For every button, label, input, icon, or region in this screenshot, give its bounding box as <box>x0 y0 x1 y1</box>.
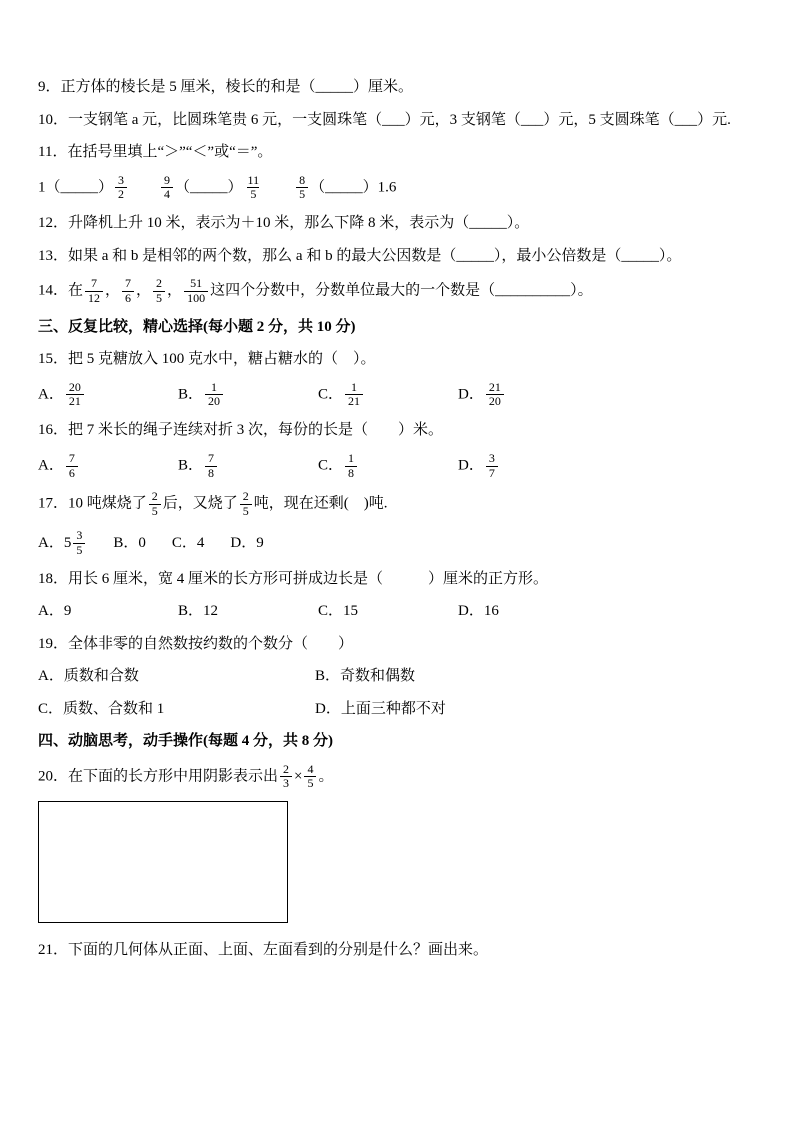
option: D．16 <box>458 603 499 620</box>
fraction: $\frac{2}{5}$ <box>149 490 161 519</box>
fraction: $\frac{7}{6}$ <box>122 277 134 306</box>
question-11-compare-line: 1（_____） $\frac{3}{2}$ $\frac{9}{4}$ （_____） $\frac{11}{5}$ $\frac{8}{5}$ （_____）1.6 <box>38 172 397 202</box>
fraction: $\frac{3}{5}$ <box>73 529 85 558</box>
option: B． $\frac{7}{8}$ <box>178 452 318 481</box>
fraction: $\frac{3}{7}$ <box>486 452 498 481</box>
question-14: 14．在 $\frac{7}{12}$ ， $\frac{7}{6}$ ， $\frac{2}{5}$ ， $\frac{51}{100}$ 这四个分数中，分数单位最大的一个数是（__________）。 <box>38 276 593 305</box>
question-19: 19．全体非零的自然数按约数的个数分（ ） <box>38 635 354 652</box>
shading-box <box>38 801 288 923</box>
fraction: $\frac{21}{20}$ <box>486 381 504 410</box>
fraction: $\frac{3}{2}$ <box>115 174 127 203</box>
question-13: 13．如果 a 和 b 是相邻的两个数，那么 a 和 b 的最大公因数是（_____），最小公倍数是（_____）。 <box>38 247 682 264</box>
fraction: $\frac{8}{5}$ <box>296 174 308 203</box>
option: D． $\frac{21}{20}$ <box>458 381 754 410</box>
question-20: 20．在下面的长方形中用阴影表示出 $\frac{2}{3}$ × $\frac{4}{5}$ 。 <box>38 761 334 791</box>
fraction: $\frac{7}{6}$ <box>66 452 78 481</box>
options-17 <box>38 529 754 558</box>
option: A．9 <box>38 603 72 620</box>
question-21: 21．下面的几何体从正面、上面、左面看到的分别是什么？画出来。 <box>38 942 489 959</box>
option: C． $\frac{1}{8}$ <box>318 452 458 481</box>
fraction: $\frac{51}{100}$ <box>184 277 208 306</box>
option: A． $\frac{7}{6}$ <box>38 452 178 481</box>
fraction: $\frac{4}{5}$ <box>304 763 316 792</box>
option: B．奇数和偶数 <box>315 668 416 685</box>
fraction: $\frac{1}{21}$ <box>345 381 363 410</box>
question-10: 10．一支钢笔 a 元，比圆珠笔贵 6 元，一支圆珠笔（___）元，3 支钢笔（___）元，5 支圆珠笔（___）元. <box>38 111 731 128</box>
question-18: 18．用长 6 厘米，宽 4 厘米的长方形可拼成边长是（ ）厘米的正方形。 <box>38 570 549 587</box>
option: C． $\frac{1}{21}$ <box>318 381 458 410</box>
fraction: $\frac{2}{5}$ <box>153 277 165 306</box>
fraction: $\frac{7}{8}$ <box>205 452 217 481</box>
options-15 <box>38 381 754 410</box>
question-11: 11．在括号里填上“＞”“＜”或“＝”。 <box>38 144 273 160</box>
option: C．4 <box>171 534 205 551</box>
options-18 <box>38 600 754 623</box>
options-16 <box>38 452 754 481</box>
option: C．质数、合数和 1 <box>38 700 165 717</box>
options-19-cd <box>38 698 754 721</box>
section-3: 三、反复比较，精心选择(每小题 2 分，共 10 分) <box>38 318 356 335</box>
fraction: $\frac{2}{5}$ <box>240 490 252 519</box>
fraction: $\frac{7}{12}$ <box>85 277 103 306</box>
option: A．质数和合数 <box>38 668 139 685</box>
option: D．上面三种都不对 <box>315 700 446 717</box>
fraction: $\frac{1}{8}$ <box>345 452 357 481</box>
options-19-ab <box>38 665 754 688</box>
fraction: $\frac{20}{21}$ <box>66 381 84 410</box>
question-9: 9．正方体的棱长是 5 厘米，棱长的和是（_____）厘米。 <box>38 79 414 95</box>
option: A． $\frac{20}{21}$ <box>38 381 178 410</box>
question-17: 17．10 吨煤烧了 $\frac{2}{5}$ 后，又烧了 $\frac{2}{5}$ 吨，现在还剩( )吨. <box>38 489 388 519</box>
option: D．9 <box>230 534 264 551</box>
fraction: $\frac{11}{5}$ <box>247 172 260 202</box>
option: B．12 <box>178 603 219 620</box>
fraction: $\frac{2}{3}$ <box>280 763 292 792</box>
section-4: 四、动脑思考，动手操作(每题 4 分，共 8 分) <box>38 733 333 750</box>
question-15: 15．把 5 克糖放入 100 克水中，糖占糖水的（ ）。 <box>38 351 376 368</box>
fraction: $\frac{1}{20}$ <box>205 381 223 410</box>
question-12: 12．升降机上升 10 米，表示为＋10 米，那么下降 8 米，表示为（_____）。 <box>38 215 530 232</box>
question-16: 16．把 7 米长的绳子连续对折 3 次，每份的长是（ ）米。 <box>38 422 444 439</box>
option: B．0 <box>113 534 146 551</box>
option: D． $\frac{3}{7}$ <box>458 452 754 481</box>
option: B． $\frac{1}{20}$ <box>178 381 318 410</box>
option: A．5 $\frac{3}{5}$ <box>38 535 87 551</box>
fraction: $\frac{9}{4}$ <box>161 174 173 203</box>
option: C．15 <box>318 603 359 620</box>
